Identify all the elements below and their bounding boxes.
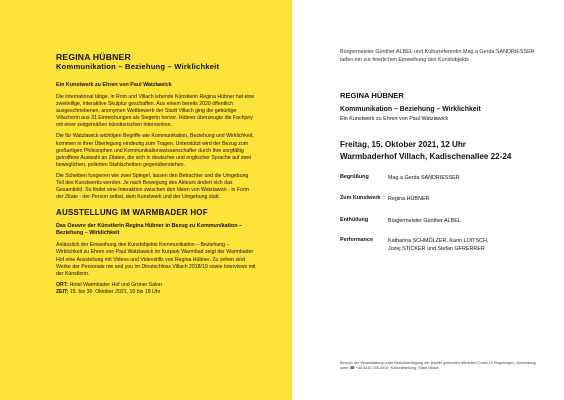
right-subtitle: Ein Kunstwerk zu Ehren von Paul Watzlawick [340,116,449,122]
work-title: Kommunikation – Beziehung – Wirklichkeit [56,62,220,71]
right-artist-name: REGINA HÜBNER [340,91,404,100]
program-value: Mag.a Gerda SANDRIESSER [388,175,460,181]
subtitle: Ein Kunstwerk zu Ehren von Paul Watzlawick [56,82,172,88]
program-value: Regina HÜBNER [388,196,430,202]
paragraph-1: Die international tätige, in Rom und Villach lebende Künstlerin Regina Hübner hat eine zweiteilige, interaktive Skulptur geschaffen. Aus einem bereits 2020 öffentlich ausgeschriebenen, anonymen Wettbewerb der Stadt Villach ging die gebürtige Villacherin aus 31 Einreichungen als Siegerin hervor. Hübner überzeugte die Fachjury mit einer zeitgemäßen künstlerischen Intervention. [56,94,255,129]
program-value: Bürgermeister Günther ALBEL [388,218,461,224]
footer-note: Besuch der Veranstaltung unter Berücksichtigung der jeweils geltenden offiziellen Covid-19 Regelungen. Anmeldung unter ☎ +43 4242 205-3400, Kulturabteilung, Stadt Villach [340,361,536,371]
program-label: Enthüllung [340,217,369,223]
ort-value: Hotel Warmbader Hof und Grüner Salon [69,281,162,288]
exhibition-title: AUSSTELLUNG IM WARMBADER HOF [56,208,208,218]
program-label: Performance [340,237,373,243]
paragraph-2: Die für Watzlawick wichtigen Begriffe wie Kommunikation, Beziehung und Wirklichkeit, kommen in ihrer Überlegung eindeutig zum Tragen. Unterstützt wird der Bezug zum großartigen Philosophen und Kommunikationswissenschafter durch ihre sorgfältig getroffene Auswahl an Zitaten, die sich in deutscher und englischer Sprache auf zwei beweglichen, polierten Stahlscheiben gegenüberstehen. [56,133,254,168]
program-list [340,174,540,253]
event-date: Freitag, 15. Oktober 2021, 12 Uhr [340,140,466,149]
invitation-intro: Bürgermeister Günther ALBEL und Kulturreferentin Mag.a Gerda SANDRIESSER laden ein zur feierlichen Einweihung des Kunstobjekts [340,49,535,63]
program-value: Katharina SCHMÖLZER, Karin LOITSCH, Jozej STICKER und Stefan GFRERRER [388,238,489,252]
event-datetime [340,139,540,162]
ort-label: ORT: [56,281,69,288]
zeit-value: 15. bis 30. Oktober 2021, 10 bis 18 Uhr [69,289,161,296]
time-line [56,289,256,296]
program-row [340,195,540,217]
exhibition-subtitle: Das Oeuvre der Künstlerin Regina Hübner in Bezug zu Kommunikation – Beziehung – Wirklichkeit [56,223,243,237]
program-label: Begrüßung [340,174,369,180]
left-column [56,52,256,297]
program-row [340,217,540,237]
event-place: Warmbaderhof Villach, Kadischenallee 22-24 [340,151,512,161]
location-line [56,282,256,289]
artist-name: REGINA HÜBNER [56,52,131,62]
program-label: Zum Kunstwerk [340,195,381,201]
program-row [340,174,540,195]
paragraph-3: Die Scheiben fungieren wie zwei Spiegel, lassen den Betrachter und die Umgebung Teil des Kunstwerks werden. Je nach Bewegung des Akteurs ändert sich das Gesamtbild. So findet eine Interaktion zwischen den Ideen von Watzlawick - in Form der Zitate - der Person selbst, dem Kunstwerk und der Umgebung statt. [56,172,249,201]
paragraph-4: Anlässlich der Einweihung des Kunstobjekts Kommunikation – Beziehung – Wirklichkeit zu Ehren von Paul Watzlawick im Kurpark Warmbad zeigt der Warmbader Hof eine Ausstellung mit Videos und Videostills von Regina Hübner. Zu sehen sind Werke der Personale me and you im Dinutschloss Villach 2018/19 sowie Interviews mit der Künstlerin. [56,242,256,277]
program-row [340,237,540,253]
zeit-label: ZEIT: [56,289,69,296]
right-work-title: Kommunikation – Beziehung – Wirklichkeit [340,106,481,113]
